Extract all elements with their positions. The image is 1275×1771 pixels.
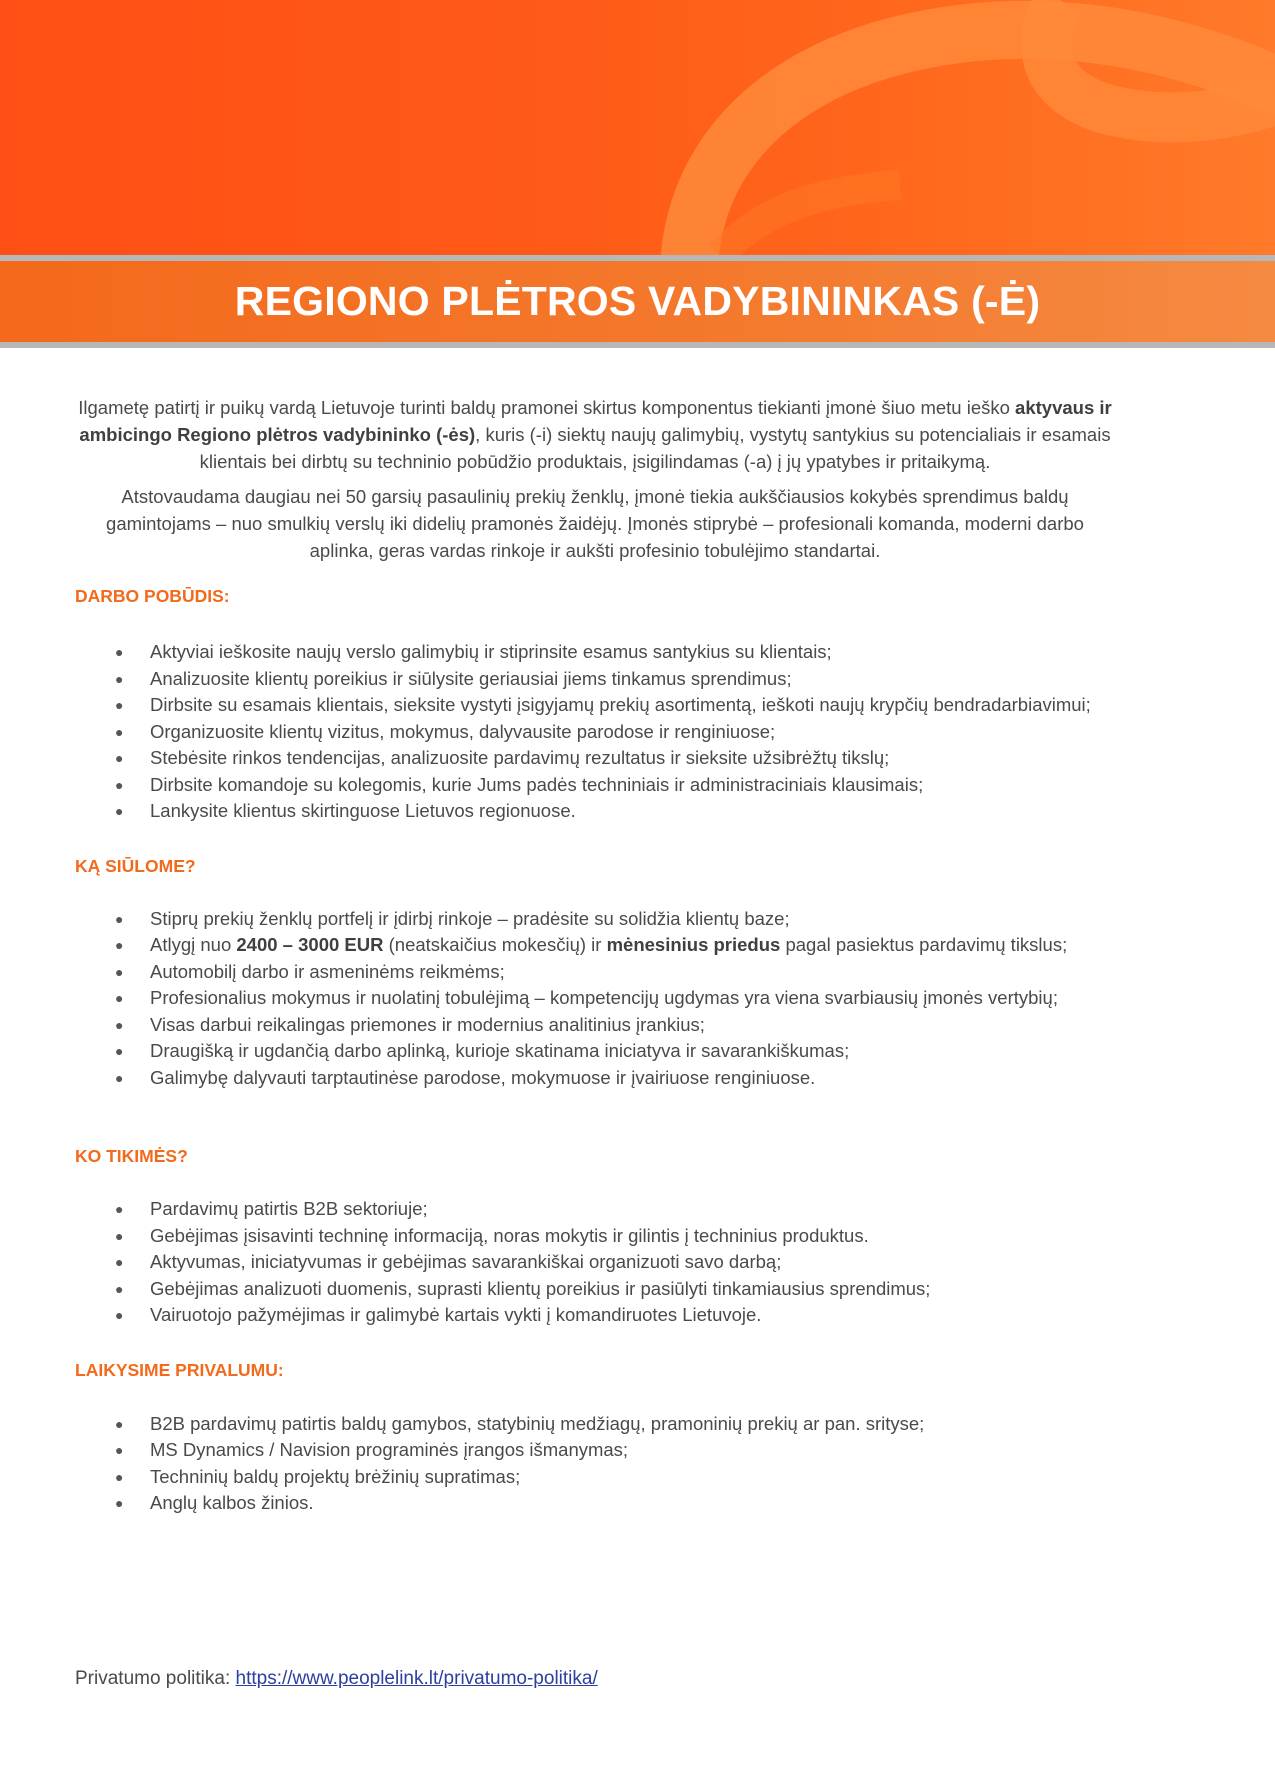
main-content (75, 394, 1115, 1517)
list-item-text: (neatskaičius mokesčių) ir (383, 934, 607, 955)
list-item-text: pagal pasiektus pardavimų tikslus; (780, 934, 1068, 955)
work-list (75, 639, 1115, 825)
list-item-text: Dirbsite komandoje su kolegomis, kurie Jums padės techniniais ir administraciniais klausimais; (150, 773, 924, 795)
list-item (75, 1411, 1115, 1438)
list-item-text: Organizuosite klientų vizitus, mokymus, dalyvausite parodose ir renginiuose; (150, 720, 776, 742)
offer-list (75, 906, 1115, 1092)
bullet-icon: ● (115, 963, 124, 980)
list-item (75, 1012, 1115, 1039)
list-item-text: Galimybę dalyvauti tarptautinėse parodose, mokymuose ir įvairiuose renginiuose. (150, 1066, 816, 1088)
bullet-icon: ● (115, 1468, 124, 1485)
bullet-icon: ● (115, 1254, 124, 1270)
list-item (75, 1065, 1115, 1092)
bullet-icon: ● (115, 990, 124, 1006)
list-item (75, 1276, 1115, 1303)
bullet-icon: ● (115, 910, 124, 927)
list-item (75, 772, 1115, 799)
bullet-icon: ● (115, 1227, 124, 1244)
list-item (75, 692, 1115, 719)
bullet-icon: ● (115, 1016, 124, 1033)
list-item-text: Gebėjimas įsisavinti techninę informaciją, noras mokytis ir gilintis į techninius produktus. (150, 1224, 869, 1246)
list-item-text: Dirbsite su esamais klientais, sieksite vystyti įsigyjamų prekių asortimentą, ieškoti naujų krypčių bendradarbiavimui; (150, 694, 1091, 715)
section-title-expect: KO TIKIMĖS? (75, 1146, 188, 1166)
list-item (75, 1302, 1115, 1329)
bullet-icon: ● (115, 1201, 124, 1217)
page-title: REGIONO PLĖTROS VADYBININKAS (-Ė) (234, 278, 1041, 324)
list-item-text: Automobilį darbo ir asmeninėms reikmėms; (150, 960, 505, 982)
list-item (75, 1038, 1115, 1065)
bullet-icon: ● (115, 1415, 124, 1432)
list-item (75, 745, 1115, 772)
advantage-list (75, 1411, 1115, 1517)
list-item (75, 666, 1115, 693)
bullet-icon: ● (115, 1280, 124, 1297)
list-item (75, 985, 1115, 1012)
list-item-text: MS Dynamics / Navision programinės įrangos išmanymas; (150, 1439, 629, 1460)
header-banner (0, 0, 1275, 348)
banner-swirl-graphic (0, 0, 1275, 255)
list-item (75, 906, 1115, 933)
title-band (0, 261, 1275, 342)
intro (75, 394, 1115, 564)
list-item (75, 719, 1115, 746)
list-item-text: Atlygį nuo (150, 934, 237, 955)
list-item-text: Vairuotojo pažymėjimas ir galimybė kartais vykti į komandiruotes Lietuvoje. (150, 1304, 762, 1325)
list-item-text: Aktyviai ieškosite naujų verslo galimybių ir stiprinsite esamus santykius su klientais; (150, 641, 832, 662)
intro-text: , kuris (-i) siektų naujų galimybių, vystytų santykius su potencialiais ir esamais klientais bei dirbtų su techninio pobūdžio produktais, įsigilindamas (-a) į jų ypatybes ir pritaikymą. (199, 424, 1111, 472)
bullet-icon: ● (115, 803, 124, 819)
section-title-advantage: LAIKYSIME PRIVALUMU: (75, 1359, 284, 1380)
bonus-text: mėnesinius priedus (606, 934, 781, 955)
list-item (75, 798, 1115, 825)
bullet-icon: ● (115, 1069, 124, 1086)
bullet-icon: ● (115, 1043, 124, 1059)
banner-divider-bottom (0, 342, 1275, 348)
bullet-icon: ● (115, 1495, 124, 1511)
list-item (75, 639, 1115, 666)
list-item (75, 1464, 1115, 1491)
intro-text: Ilgametę patirtį ir puikų vardą Lietuvoje turinti baldų pramonei skirtus komponentus tiekianti įmonė šiuo metu ieško (78, 397, 1016, 418)
intro-bold-text: aktyvaus ir ambicingo Regiono plėtros vadybininko (-ės) (79, 397, 1112, 445)
expect-list (75, 1196, 1115, 1329)
list-item-text: Draugišką ir ugdančią darbo aplinką, kurioje skatinama iniciatyva ir savarankiškumas; (150, 1040, 850, 1061)
bullet-icon: ● (115, 697, 124, 713)
bullet-icon: ● (115, 1307, 124, 1323)
privacy-label: Privatumo politika: (75, 1668, 236, 1689)
bullet-icon: ● (115, 776, 124, 793)
intro-paragraph-2: Atstovaudama daugiau nei 50 garsių pasaulinių prekių ženklų, įmonė tiekia aukščiausios kokybės sprendimus baldų gamintojams – nuo smulkių verslų iki didelių pramonės žaidėjų. Įmonės stiprybė – profesionali komanda, moderni darbo aplinka, geras vardas rinkoje ir aukšti profesinio tobulėjimo standartai. (106, 486, 1084, 561)
bullet-icon: ● (115, 937, 124, 953)
list-item-text: Aktyvumas, iniciatyvumas ir gebėjimas savarankiškai organizuoti savo darbą; (150, 1251, 782, 1272)
privacy-policy-link[interactable]: https://www.peoplelink.lt/privatumo-politika/ (235, 1668, 598, 1689)
bullet-icon: ● (115, 723, 124, 740)
list-item-text: Anglų kalbos žinios. (150, 1492, 314, 1513)
bullet-icon: ● (115, 750, 124, 766)
list-item-text: B2B pardavimų patirtis baldų gamybos, statybinių medžiagų, pramoninių prekių ar pan. srityse; (150, 1412, 925, 1434)
section-title-work: DARBO POBŪDIS: (75, 586, 230, 606)
list-item-text: Profesionalius mokymus ir nuolatinį tobulėjimą – kompetencijų ugdymas yra viena svarbiausių įmonės vertybių; (150, 987, 1058, 1008)
list-item-text: Visas darbui reikalingas priemones ir modernius analitinius įrankius; (150, 1013, 705, 1035)
list-item (75, 1196, 1115, 1223)
list-item (75, 1223, 1115, 1250)
list-item (75, 1437, 1115, 1464)
bullet-icon: ● (115, 644, 124, 660)
list-item-text: Gebėjimas analizuoti duomenis, suprasti klientų poreikius ir pasiūlyti tinkamiausius sprendimus; (150, 1277, 931, 1299)
bullet-icon: ● (115, 670, 124, 687)
section-title-offer: KĄ SIŪLOME? (75, 855, 196, 876)
banner-background (0, 0, 1275, 255)
salary-range: 2400 – 3000 EUR (236, 934, 384, 955)
list-item-text: Stiprų prekių ženklų portfelį ir įdirbį rinkoje – pradėsite su solidžia klientų baze; (150, 907, 790, 929)
intro-paragraph-1 (75, 394, 1115, 475)
list-item (75, 1490, 1115, 1517)
list-item (75, 932, 1115, 959)
list-item-text: Techninių baldų projektų brėžinių supratimas; (150, 1465, 521, 1487)
list-item-text: Stebėsite rinkos tendencijas, analizuosite pardavimų rezultatus ir sieksite užsibrėžtų tikslų; (150, 747, 890, 768)
list-item (75, 1249, 1115, 1276)
list-item-text: Lankysite klientus skirtinguose Lietuvos regionuose. (150, 800, 576, 821)
list-item-text: Pardavimų patirtis B2B sektoriuje; (150, 1198, 428, 1219)
list-item-text: Analizuosite klientų poreikius ir siūlysite geriausiai jiems tinkamus sprendimus; (150, 667, 792, 689)
bullet-icon: ● (115, 1442, 124, 1458)
list-item (75, 959, 1115, 986)
footer (75, 1668, 598, 1690)
